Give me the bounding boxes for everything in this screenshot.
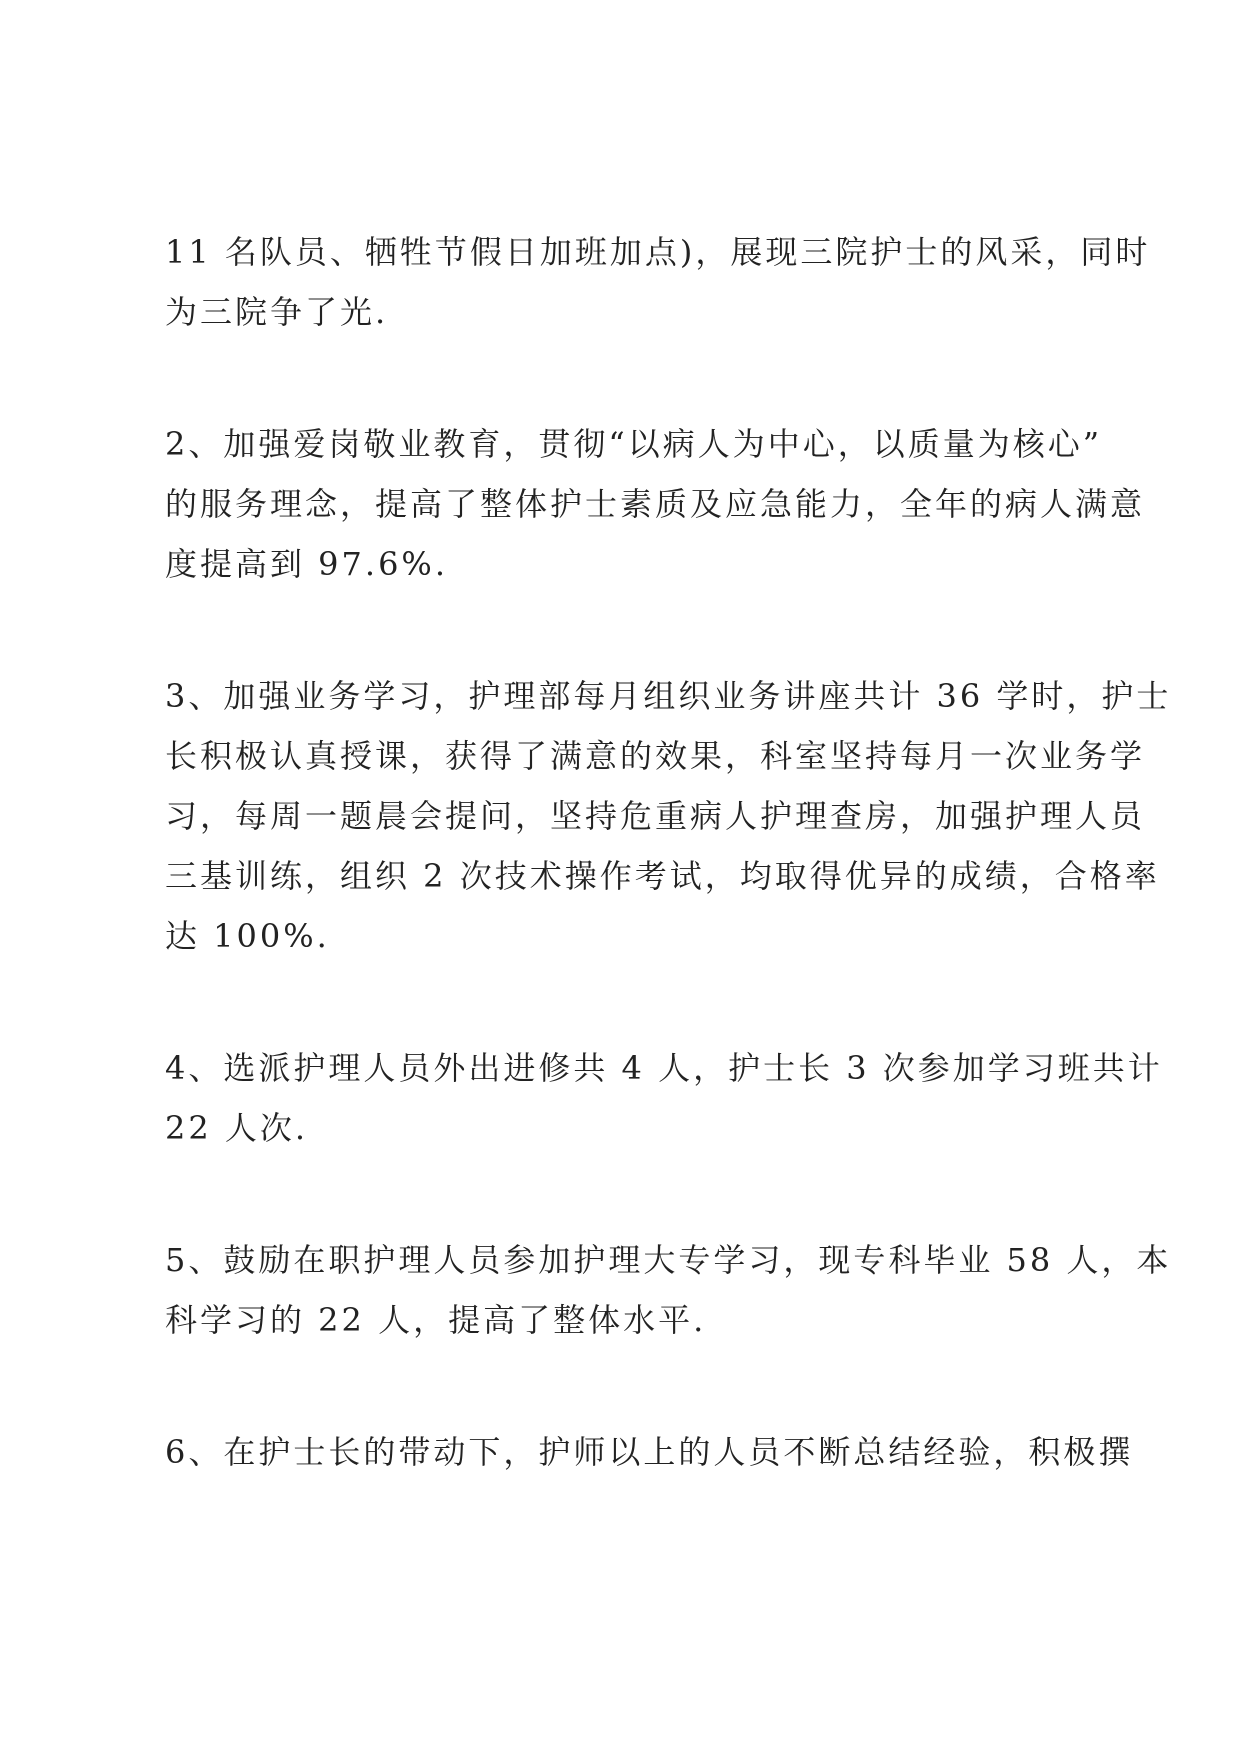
text-line: 习，每周一题晨会提问，坚持危重病人护理查房，加强护理人员 (165, 797, 1146, 835)
text-line: 5、鼓励在职护理人员参加护理大专学习，现专科毕业 58 人，本 (165, 1241, 1172, 1279)
text-line: 的服务理念，提高了整体护士素质及应急能力，全年的病人满意 (165, 485, 1146, 523)
text-line: 三基训练，组织 2 次技术操作考试，均取得优异的成绩，合格率 (165, 857, 1160, 895)
text-line: 2、加强爱岗敬业教育，贯彻“以病人为中心，以质量为核心” (165, 425, 1103, 463)
text-line: 为三院争了光. (165, 293, 389, 331)
paragraph-item-4 (165, 1038, 1163, 1158)
text-line: 达 100%. (165, 917, 330, 955)
document-body (165, 222, 1172, 1554)
text-line: 11 名队员、牺牲节假日加班加点)，展现三院护士的风采，同时 (165, 233, 1151, 271)
text-line: 长积极认真授课，获得了满意的效果，科室坚持每月一次业务学 (165, 737, 1146, 775)
text-line: 度提高到 97.6%. (165, 545, 449, 583)
text-line: 4、选派护理人员外出进修共 4 人，护士长 3 次参加学习班共计 (165, 1049, 1163, 1087)
paragraph-item-3 (165, 666, 1172, 966)
text-line: 22 人次. (165, 1109, 309, 1147)
paragraph-continuation (165, 222, 1151, 342)
paragraph-item-6 (165, 1422, 1134, 1482)
text-line: 6、在护士长的带动下，护师以上的人员不断总结经验，积极撰 (165, 1433, 1134, 1471)
paragraph-item-2 (165, 414, 1146, 594)
text-line: 3、加强业务学习，护理部每月组织业务讲座共计 36 学时，护士 (165, 677, 1172, 715)
text-line: 科学习的 22 人，提高了整体水平. (165, 1301, 707, 1339)
paragraph-item-5 (165, 1230, 1172, 1350)
